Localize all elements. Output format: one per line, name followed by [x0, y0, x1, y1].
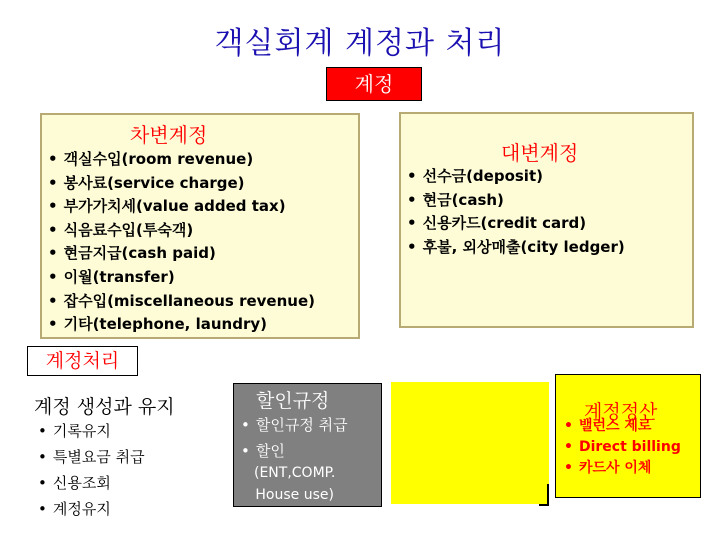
list-item: • 객실수입(room revenue): [48, 148, 315, 172]
list-item: • 현금지급(cash paid): [48, 242, 315, 266]
list-item: • 현금(cash): [407, 189, 625, 213]
list-item: • 신용카드(credit card): [407, 212, 625, 236]
list-item: • 잡수입(miscellaneous revenue): [48, 290, 315, 314]
list-item: • Direct billing: [564, 437, 681, 458]
credit-list: [407, 165, 625, 259]
processing-badge: 계정처리: [27, 346, 138, 376]
account-badge: 계정: [326, 67, 422, 101]
blank-yellow-box: [391, 382, 549, 504]
list-item: • 할인: [241, 438, 348, 464]
debit-account-box: [40, 113, 360, 339]
discount-note-line2: House use): [255, 487, 334, 503]
discount-note-line1: (ENT,COMP.: [254, 465, 336, 481]
page-title: 객실회계 계정과 처리: [214, 26, 506, 61]
maintenance-heading: 계정 생성과 유지: [34, 396, 175, 418]
list-item: • 부가가치세(value added tax): [48, 195, 315, 219]
list-item: • 기록유지: [38, 418, 145, 444]
list-item: • 기타(telephone, laundry): [48, 313, 315, 337]
discount-note: [254, 462, 335, 506]
maintenance-list: [38, 418, 145, 522]
list-item: • 특별요금 취급: [38, 444, 145, 470]
list-item: • 봉사료(service charge): [48, 172, 315, 196]
list-item: • 계정유지: [38, 496, 145, 522]
maintenance-section: [34, 392, 175, 518]
settlement-list: [564, 416, 681, 479]
discount-heading: 할인규정: [256, 390, 330, 412]
list-item: • 후불, 외상매출(city ledger): [407, 236, 625, 260]
list-item: • 선수금(deposit): [407, 165, 625, 189]
list-item: • 이월(transfer): [48, 266, 315, 290]
list-item: • 할인규정 취급: [241, 412, 348, 438]
settlement-box: [555, 374, 701, 498]
debit-list: [48, 148, 315, 337]
list-item: • 신용조회: [38, 470, 145, 496]
credit-heading: 대변계정: [501, 141, 579, 165]
list-item: • 카드사 이체: [564, 458, 681, 479]
discount-list: [241, 412, 348, 464]
discount-box: [233, 383, 382, 507]
credit-account-box: [399, 112, 694, 328]
box-corner-mark: [539, 484, 549, 506]
debit-heading: 차변계정: [130, 123, 208, 147]
settlement-heading: 계정정산: [584, 401, 658, 423]
list-item: • 식음료수입(투숙객): [48, 219, 315, 243]
list-item: • 밸런스 제로: [564, 416, 681, 437]
